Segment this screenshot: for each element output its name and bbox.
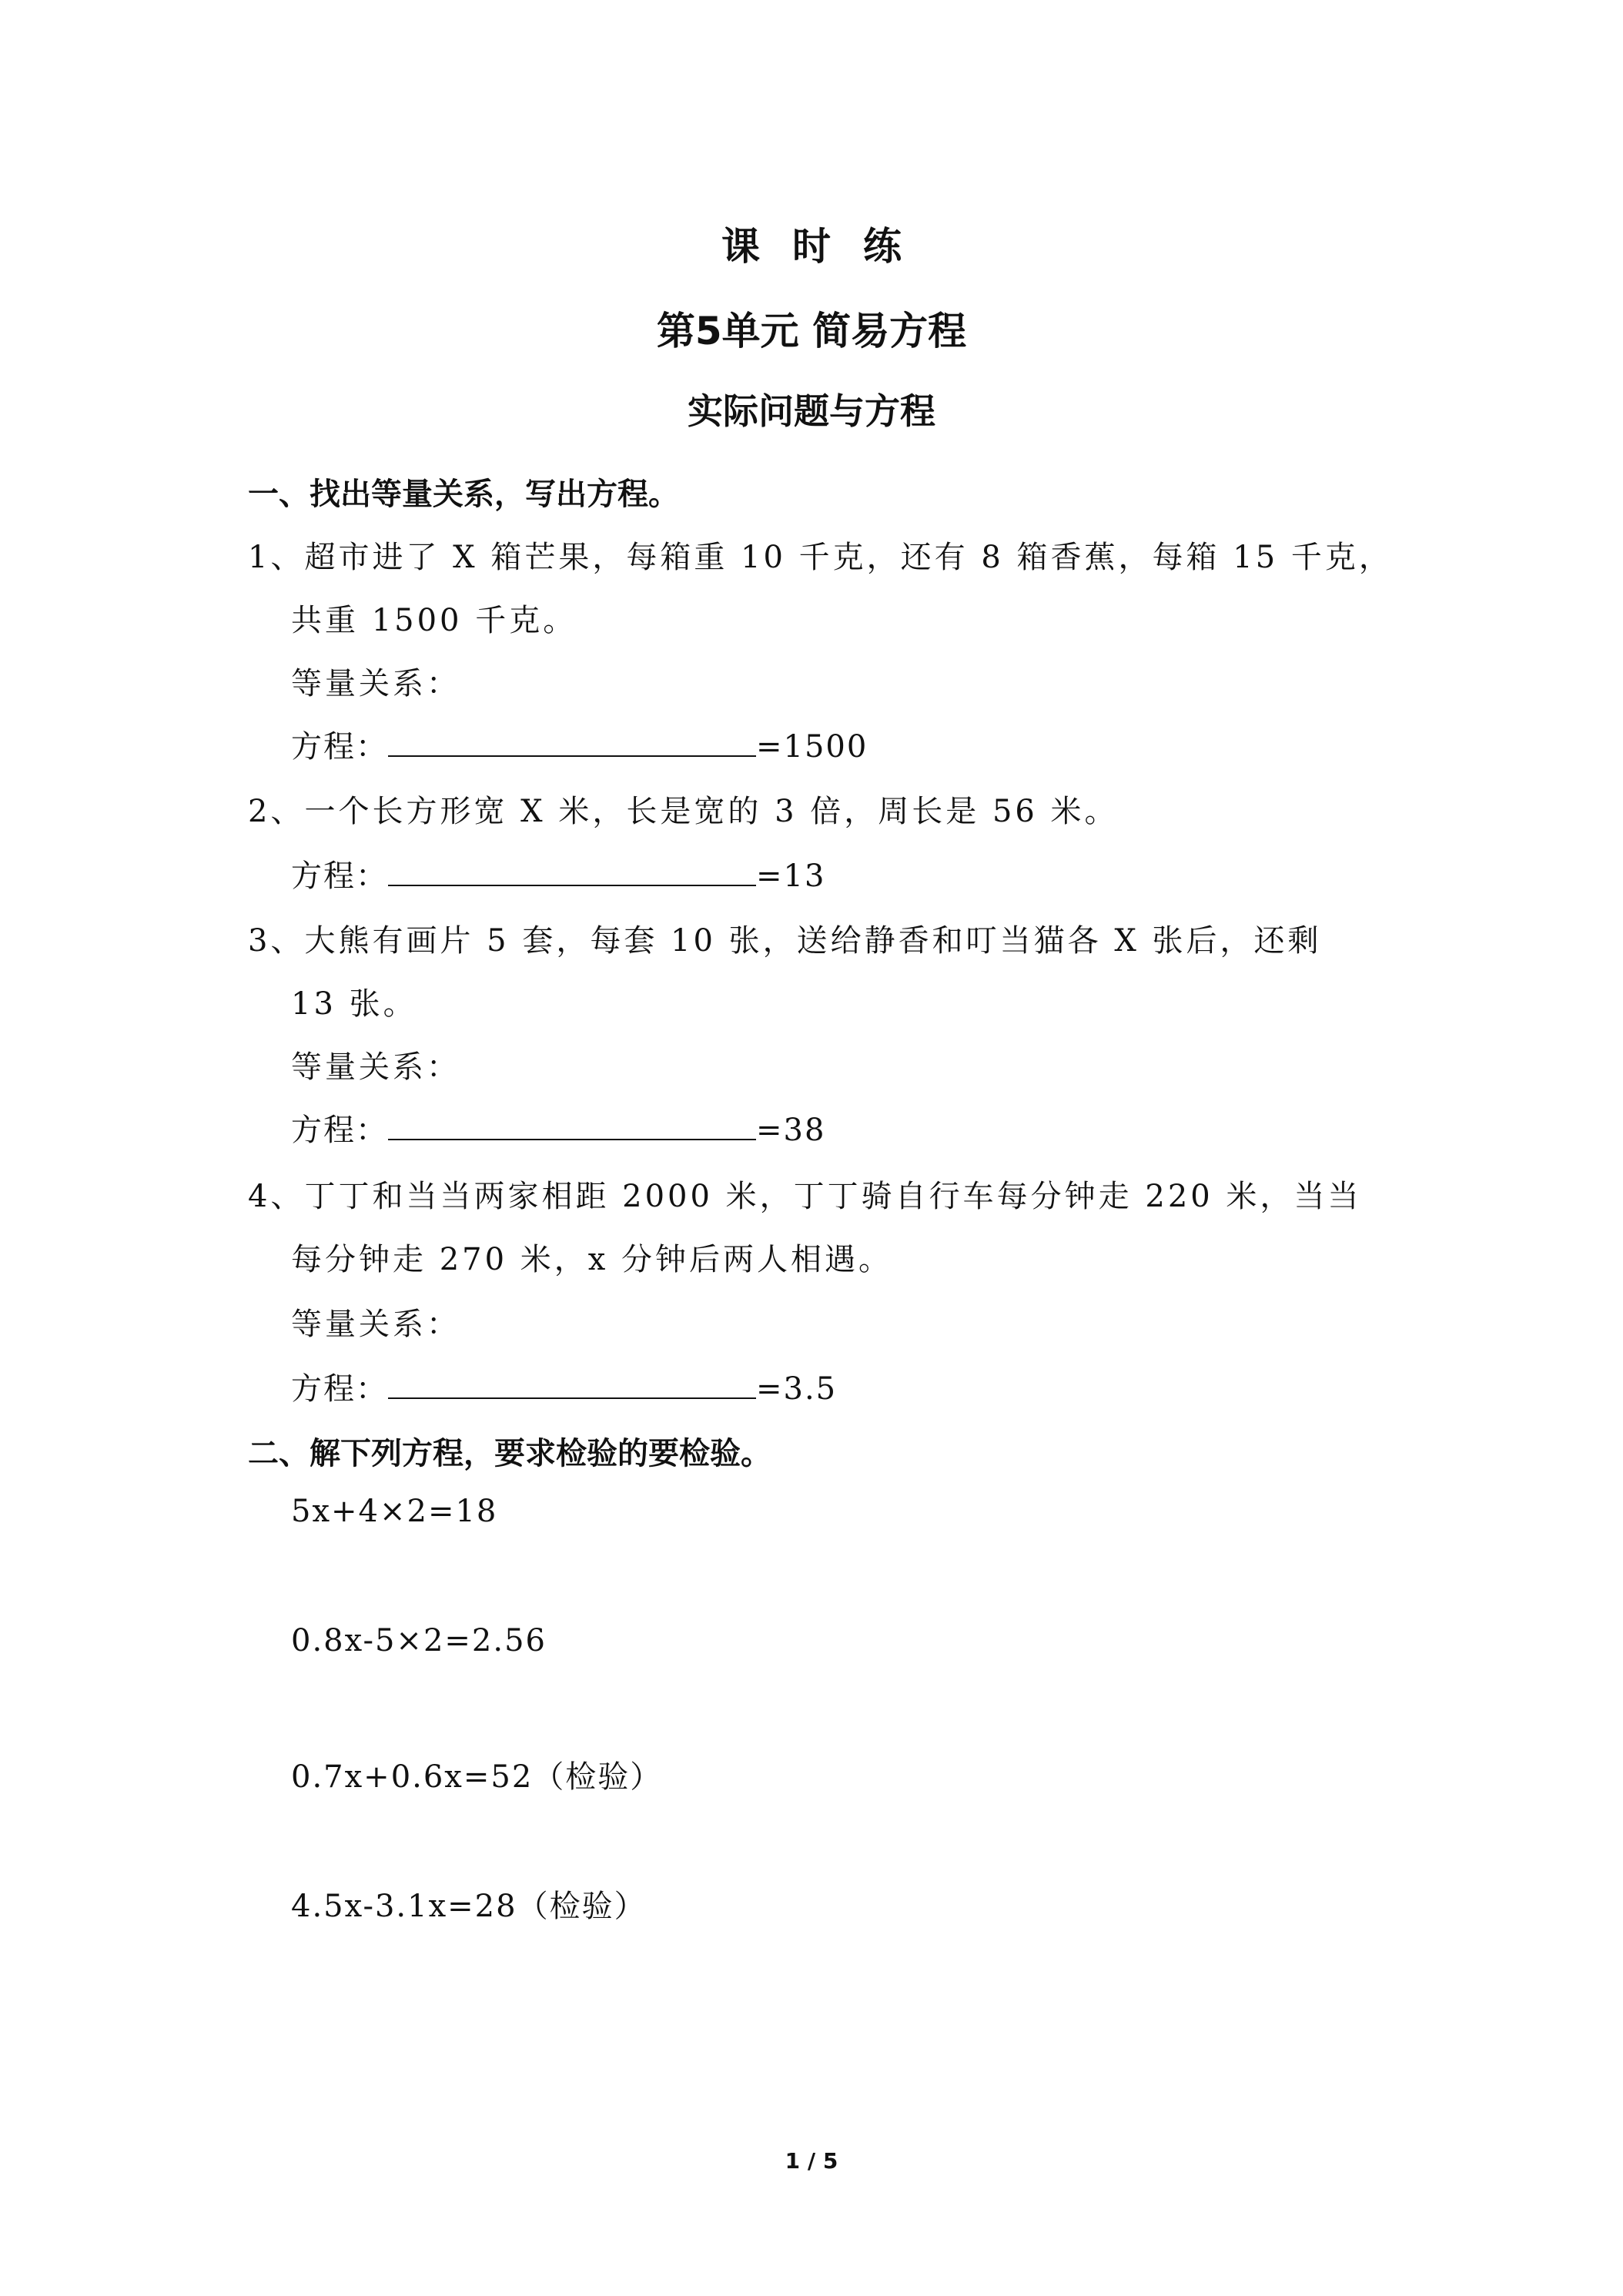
q3-line1: 3、大熊有画片 5 套，每套 10 张，送给静香和叮当猫各 X 张后，还剩	[248, 923, 1322, 959]
solve-equation-2: 0.8x-5×2=2.56	[291, 1623, 547, 1658]
q1-line1: 1、超市进了 X 箱芒果，每箱重 10 千克，还有 8 箱香蕉，每箱 15 千克，	[248, 540, 1393, 575]
topic-title: 实际问题与方程	[688, 390, 935, 432]
solve-equation-3: 0.7x+0.6x=52（检验）	[291, 1759, 663, 1795]
q2-equation	[291, 852, 825, 895]
q1-equation-label: 方程：	[291, 729, 388, 765]
q4-line2: 每分钟走 270 米，x 分钟后两人相遇。	[291, 1242, 893, 1277]
q2-equation-label: 方程：	[291, 858, 388, 894]
q1-answer-blank[interactable]	[388, 729, 756, 757]
q4-equation-label: 方程：	[291, 1371, 388, 1407]
q4-equation	[291, 1364, 837, 1408]
q3-line2: 13 张。	[291, 986, 417, 1022]
q4-line1: 4、丁丁和当当两家相距 2000 米，丁丁骑自行车每分钟走 220 米，当当	[248, 1179, 1362, 1214]
q4-relation-label: 等量关系：	[291, 1307, 460, 1342]
q3-answer-blank[interactable]	[388, 1113, 756, 1140]
q2-equation-tail: =13	[756, 858, 826, 894]
page-title: 课时练	[721, 224, 934, 269]
q3-equation-tail: =38	[756, 1113, 826, 1148]
q1-relation-label: 等量关系：	[291, 666, 460, 701]
q3-equation	[291, 1106, 825, 1150]
page-number: 1 / 5	[785, 2148, 838, 2174]
unit-title: 第5单元 简易方程	[656, 309, 967, 353]
q2-answer-blank[interactable]	[388, 858, 756, 886]
q1-line2: 共重 1500 千克。	[291, 603, 577, 638]
q2-line1: 2、一个长方形宽 X 米，长是宽的 3 倍，周长是 56 米。	[248, 794, 1119, 829]
q3-equation-label: 方程：	[291, 1113, 388, 1148]
q3-relation-label: 等量关系：	[291, 1049, 460, 1085]
section1-heading: 一、找出等量关系，写出方程。	[248, 477, 679, 512]
q4-equation-tail: =3.5	[756, 1371, 838, 1407]
q1-equation-tail: =1500	[756, 729, 868, 765]
q4-answer-blank[interactable]	[388, 1371, 756, 1399]
section2-heading: 二、解下列方程，要求检验的要检验。	[248, 1436, 771, 1471]
solve-equation-1: 5x+4×2=18	[291, 1494, 498, 1529]
q1-equation	[291, 722, 868, 766]
solve-equation-4: 4.5x-3.1x=28（检验）	[291, 1889, 647, 1924]
